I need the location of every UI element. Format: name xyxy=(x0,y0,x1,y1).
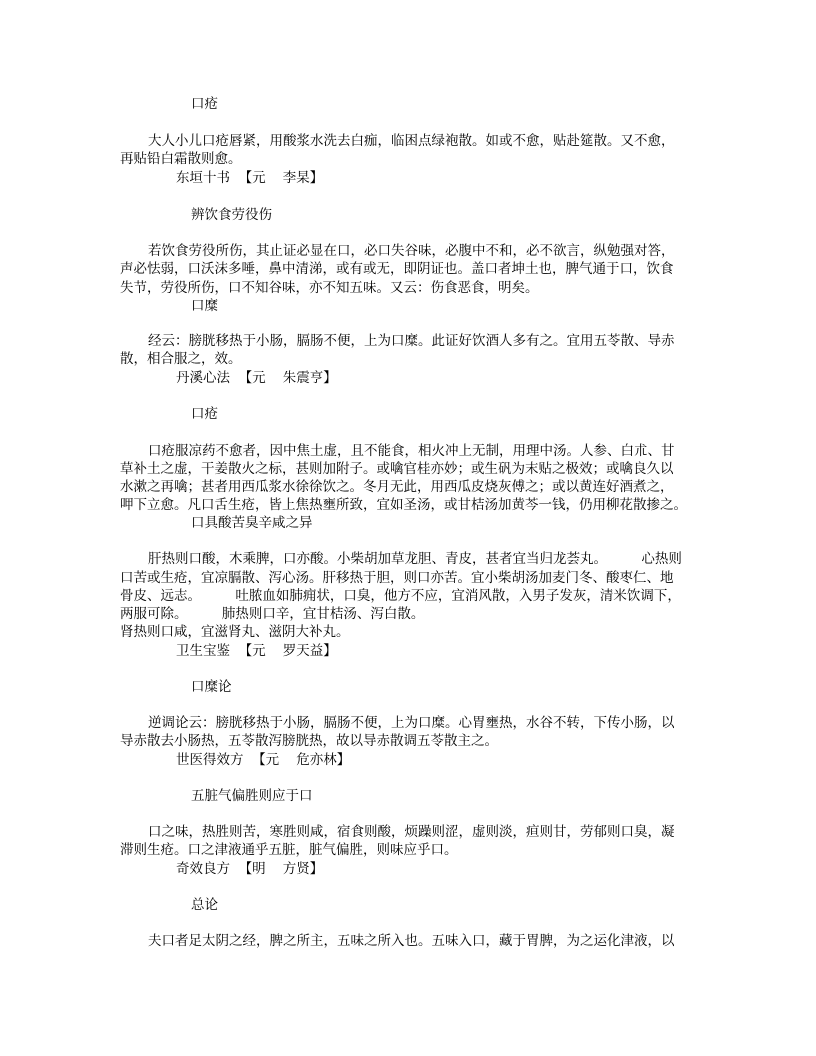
source-citation: 世医得效方 【元 危亦林】 xyxy=(176,752,351,768)
paragraph-line: 呷下立愈。凡口舌生疮，皆上焦热壅所致，宜如圣汤，或甘桔汤加黄芩一钱，仍用柳花散掺之。 xyxy=(120,497,687,513)
paragraph-line: 声必怯弱，口沃沫多唾，鼻中清涕，或有或无，即阴证也。盖口者坤土也，脾气通于口，饮食 xyxy=(120,261,674,277)
paragraph-line: 滞则生疮。口之津液通乎五脏，脏气偏胜，则味应乎口。 xyxy=(120,842,458,858)
source-citation: 卫生宝鉴 【元 罗天益】 xyxy=(176,643,337,659)
paragraph-line: 逆调论云：膀胱移热于小肠，膈肠不便，上为口糜。心胃壅热，水谷不转，下传小肠，以 xyxy=(148,715,675,731)
paragraph-line: 口疮服凉药不愈者，因中焦土虚，且不能食，相火冲上无制，用理中汤。人参、白朮、甘 xyxy=(148,443,675,459)
paragraph-line: 再贴铅白霜散则愈。 xyxy=(120,151,242,167)
paragraph-line: 肝热则口酸，木乘脾，口亦酸。小柴胡加草龙胆、青皮，甚者宜当归龙荟丸。 心热则 xyxy=(148,551,682,567)
paragraph-line: 大人小儿口疮唇紧，用酸浆水洗去白痂，临困点绿袍散。如或不愈，贴赴筵散。又不愈， xyxy=(148,133,675,149)
paragraph-line: 口苦或生疮，宜凉膈散、泻心汤。肝移热于胆，则口亦苦。宜小柴胡汤加麦门冬、酸枣仁、地 xyxy=(120,570,674,586)
paragraph-line: 经云：膀胱移热于小肠，膈肠不便，上为口糜。此证好饮酒人多有之。宜用五苓散、导赤 xyxy=(148,333,675,349)
paragraph-line: 散，相合服之，效。 xyxy=(120,351,242,367)
section-heading: 口具酸苦臭辛咸之异 xyxy=(191,515,313,531)
paragraph-line: 水漱之再噙；甚者用西瓜浆水徐徐饮之。冬月无此，用西瓜皮烧灰傅之；或以黄连好酒煮之， xyxy=(120,479,674,495)
source-citation: 丹溪心法 【元 朱震亨】 xyxy=(176,370,337,386)
section-heading: 五脏气偏胜则应于口 xyxy=(191,788,313,804)
paragraph-line: 导赤散去小肠热，五苓散泻膀胱热，故以导赤散调五苓散主之。 xyxy=(120,733,498,749)
section-heading: 口糜 xyxy=(191,298,218,314)
paragraph-line: 草补土之虚，干姜散火之标，甚则加附子。或噙官桂亦妙；或生矾为末贴之极效；或噙良久以 xyxy=(120,461,674,477)
paragraph-line: 肾热则口咸，宜滋肾丸、滋阴大补丸。 xyxy=(120,624,350,640)
paragraph-line: 骨皮、远志。 吐脓血如肺痈状，口臭，他方不应，宜消风散，入男子发灰，清米饮调下， xyxy=(120,588,681,604)
paragraph-line: 两服可除。 肺热则口辛，宜甘桔汤、泻白散。 xyxy=(120,606,425,622)
section-heading: 口疮 xyxy=(191,406,218,422)
paragraph-line: 夫口者足太阴之经，脾之所主，五味之所入也。五味入口，藏于胃脾，为之运化津液，以 xyxy=(148,933,675,949)
paragraph-line: 若饮食劳役所伤，其止证必显在口，必口失谷味，必腹中不和，必不欲言，纵勉强对答， xyxy=(148,243,675,259)
paragraph-line: 口之味，热胜则苦，寒胜则咸，宿食则酸，烦躁则涩，虚则淡，疸则甘，劳郁则口臭，凝 xyxy=(148,824,675,840)
paragraph-line: 失节，劳役所伤，口不知谷味，亦不知五味。又云：伤食恶食，明矣。 xyxy=(120,280,539,296)
source-citation: 东垣十书 【元 李杲】 xyxy=(176,170,324,186)
section-heading: 辨饮食劳役伤 xyxy=(191,207,272,223)
section-heading: 总论 xyxy=(191,897,218,913)
section-heading: 口疮 xyxy=(191,96,218,112)
source-citation: 奇效良方 【明 方贤】 xyxy=(176,861,324,877)
section-heading: 口糜论 xyxy=(191,679,232,695)
